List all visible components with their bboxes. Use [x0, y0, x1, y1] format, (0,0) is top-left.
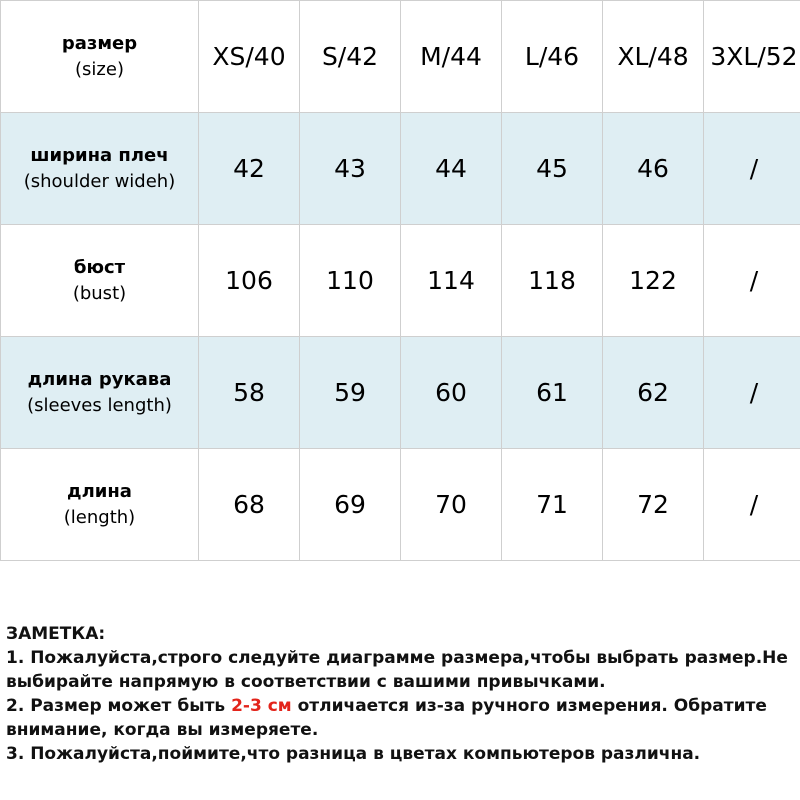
table-cell: / — [704, 449, 800, 561]
note-1: 1. Пожалуйста,строго следуйте диаграмме размера,чтобы выбрать размер.Не выбирайте напрямую в соответствии с вашими привычками. — [6, 648, 788, 692]
table-row-shoulder-width — [1, 113, 800, 225]
table-cell: 44 — [401, 113, 502, 225]
note-2-highlight: 2-3 см — [231, 696, 292, 716]
row-label-en: (sleeves length) — [27, 394, 172, 416]
row-label-en: (bust) — [72, 282, 127, 304]
table-cell: 118 — [502, 225, 603, 337]
table-row-sleeve-length — [1, 337, 800, 449]
size-header-cell: L/46 — [502, 1, 603, 113]
note-2-text-after: отличается из-за ручного измерения. Обратите внимание, когда вы измеряете. — [6, 696, 767, 740]
table-cell: 71 — [502, 449, 603, 561]
row-label-cell — [1, 337, 199, 449]
table-cell: 68 — [199, 449, 300, 561]
header-label-cell — [1, 1, 199, 113]
table-cell: 72 — [603, 449, 704, 561]
table-row-bust — [1, 225, 800, 337]
table-cell: 69 — [300, 449, 401, 561]
table-cell: 122 — [603, 225, 704, 337]
table-cell: 62 — [603, 337, 704, 449]
table-cell: 42 — [199, 113, 300, 225]
note-3: 3. Пожалуйста,поймите,что разница в цветах компьютеров различна. — [6, 744, 701, 764]
table-cell: 60 — [401, 337, 502, 449]
header-label-en: (size) — [75, 58, 124, 80]
table-cell: 43 — [300, 113, 401, 225]
header-label-ru: размер — [61, 33, 138, 55]
note-2 — [6, 694, 798, 742]
row-label-cell — [1, 225, 199, 337]
size-header-cell: XS/40 — [199, 1, 300, 113]
table-cell: 61 — [502, 337, 603, 449]
row-label-ru: ширина плеч — [30, 145, 169, 167]
note-2-text-before: 2. Размер может быть — [6, 696, 232, 716]
table-cell: 46 — [603, 113, 704, 225]
table-cell: 70 — [401, 449, 502, 561]
size-header-cell: XL/48 — [603, 1, 704, 113]
table-cell: / — [704, 337, 800, 449]
table-header-row — [1, 1, 800, 113]
table-cell: 114 — [401, 225, 502, 337]
row-label-cell — [1, 113, 199, 225]
table-cell: 45 — [502, 113, 603, 225]
size-header-cell: M/44 — [401, 1, 502, 113]
table-cell: 106 — [199, 225, 300, 337]
row-label-ru: длина — [67, 481, 132, 503]
table-cell: / — [704, 225, 800, 337]
row-label-ru: бюст — [73, 257, 126, 279]
table-cell: 59 — [300, 337, 401, 449]
table-row-length — [1, 449, 800, 561]
row-label-en: (shoulder wideh) — [23, 170, 176, 192]
table-cell: 58 — [199, 337, 300, 449]
table-cell: 110 — [300, 225, 401, 337]
table-cell: / — [704, 113, 800, 225]
notes-section — [6, 622, 798, 766]
row-label-en: (length) — [63, 506, 136, 528]
size-header-cell: S/42 — [300, 1, 401, 113]
size-header-cell: 3XL/52 — [704, 1, 800, 113]
row-label-ru: длина рукава — [27, 369, 172, 391]
notes-title: ЗАМЕТКА: — [6, 624, 106, 644]
row-label-cell — [1, 449, 199, 561]
